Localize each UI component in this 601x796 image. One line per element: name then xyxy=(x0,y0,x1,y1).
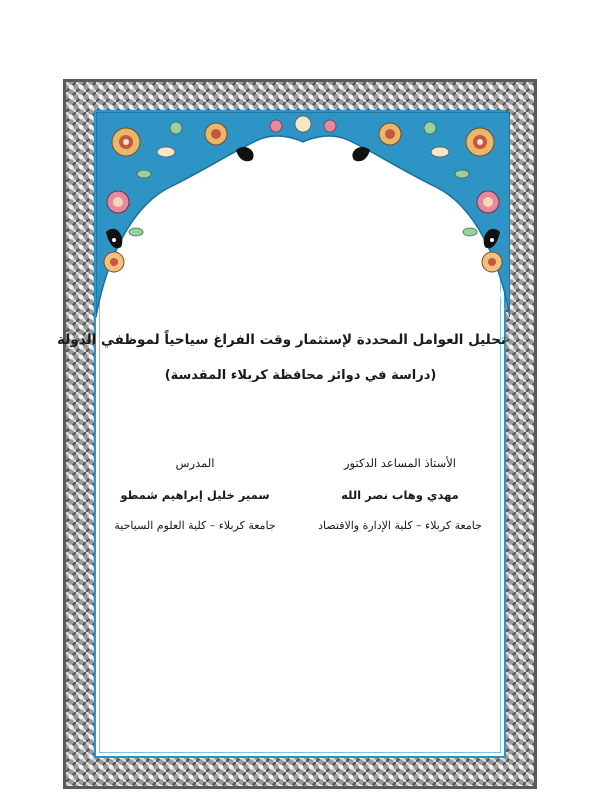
author-affiliation: جامعة كربلاء – كلية العلوم السياحية xyxy=(114,519,276,532)
author-role: الأستاذ المساعد الدكتور xyxy=(344,456,456,470)
author-role: المدرس xyxy=(175,456,215,470)
author-block-2 xyxy=(85,455,305,534)
author-affiliation: جامعة كربلاء – كلية الإدارة والاقتصاد xyxy=(318,519,482,532)
document-subtitle: (دراسة في دوائر محافظة كربلاء المقدسة) xyxy=(164,368,437,383)
author-block-1 xyxy=(290,455,510,534)
author-name: مهدي وهاب نصر الله xyxy=(341,488,459,502)
document-title: تحليل العوامل المحددة لإستثمار وقت الفراغ سياحياً لموظفي الدولة xyxy=(57,332,506,348)
author-name: سمير خليل إبراهيم شمطو xyxy=(120,488,270,502)
